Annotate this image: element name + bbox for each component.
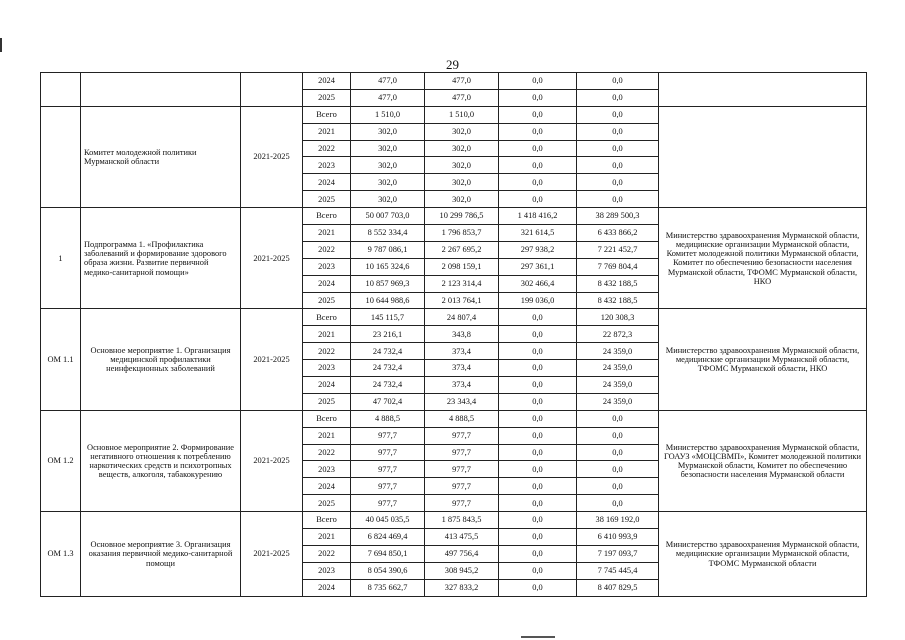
amount-cell: 0,0 [499,478,577,495]
amount-cell: 4 888,5 [425,410,499,427]
amount-cell: 0,0 [577,106,659,123]
section-period: 2021-2025 [241,309,303,410]
amount-cell: 0,0 [577,444,659,461]
amount-cell: 977,7 [425,444,499,461]
year-cell: 2023 [303,258,351,275]
section-period [241,73,303,107]
amount-cell: 413 475,5 [425,529,499,546]
year-cell: 2021 [303,123,351,140]
amount-cell: 0,0 [499,377,577,394]
amount-cell: 0,0 [577,73,659,90]
amount-cell: 0,0 [499,326,577,343]
responsible-executor [659,73,867,107]
amount-cell: 38 169 192,0 [577,512,659,529]
amount-cell: 24 359,0 [577,343,659,360]
section-name: Основное мероприятие 1. Организация медицинской профилактики неинфекционных заболеваний [81,309,241,410]
amount-cell: 0,0 [577,461,659,478]
amount-cell: 8 432 188,5 [577,292,659,309]
year-cell: 2021 [303,529,351,546]
scan-bottom-mark [521,636,555,638]
amount-cell: 4 888,5 [351,410,425,427]
amount-cell: 24 732,4 [351,360,425,377]
amount-cell: 0,0 [499,461,577,478]
amount-cell: 0,0 [577,123,659,140]
amount-cell: 302,0 [351,191,425,208]
amount-cell: 302,0 [351,157,425,174]
year-cell: 2024 [303,275,351,292]
amount-cell: 24 359,0 [577,377,659,394]
scan-edge-mark [0,38,2,52]
amount-cell: 497 756,4 [425,545,499,562]
amount-cell: 9 787 086,1 [351,241,425,258]
amount-cell: 308 945,2 [425,562,499,579]
amount-cell: 24 732,4 [351,377,425,394]
table-row [41,512,867,529]
amount-cell: 38 289 500,3 [577,208,659,225]
year-cell: 2023 [303,562,351,579]
amount-cell: 477,0 [425,89,499,106]
amount-cell: 302,0 [351,174,425,191]
year-cell: 2024 [303,478,351,495]
amount-cell: 977,7 [425,478,499,495]
table-body [41,73,867,597]
amount-cell: 977,7 [425,461,499,478]
year-cell: 2023 [303,157,351,174]
year-cell: Всего [303,106,351,123]
section-period: 2021-2025 [241,208,303,309]
amount-cell: 477,0 [425,73,499,90]
amount-cell: 0,0 [499,529,577,546]
year-cell: 2024 [303,579,351,596]
year-cell: 2022 [303,343,351,360]
amount-cell: 10 644 988,6 [351,292,425,309]
amount-cell: 1 418 416,2 [499,208,577,225]
amount-cell: 2 098 159,1 [425,258,499,275]
amount-cell: 977,7 [425,495,499,512]
amount-cell: 0,0 [499,495,577,512]
amount-cell: 321 614,5 [499,225,577,242]
year-cell: 2021 [303,326,351,343]
section-period: 2021-2025 [241,106,303,207]
amount-cell: 977,7 [351,427,425,444]
responsible-executor: Министерство здравоохранения Мурманской области, медицинские организации Мурманской области, ТФОМС Мурманской области [659,512,867,596]
amount-cell: 1 875 843,5 [425,512,499,529]
amount-cell: 977,7 [351,478,425,495]
budget-table [40,72,867,597]
amount-cell: 8 735 662,7 [351,579,425,596]
amount-cell: 7 694 850,1 [351,545,425,562]
section-number: ОМ 1.3 [41,512,81,596]
amount-cell: 7 769 804,4 [577,258,659,275]
amount-cell: 0,0 [499,427,577,444]
section-name: Основное мероприятие 2. Формирование негативного отношения к потреблению наркотических средств и психотропных веществ, алкоголя, табакокурению [81,410,241,511]
amount-cell: 0,0 [499,191,577,208]
section-number [41,106,81,207]
year-cell: 2024 [303,377,351,394]
year-cell: 2025 [303,292,351,309]
amount-cell: 0,0 [499,393,577,410]
section-period: 2021-2025 [241,410,303,511]
amount-cell: 2 013 764,1 [425,292,499,309]
amount-cell: 0,0 [499,360,577,377]
amount-cell: 0,0 [577,174,659,191]
section-name: Комитет молодежной политики Мурманской области [81,106,241,207]
section-number: ОМ 1.1 [41,309,81,410]
amount-cell: 24 359,0 [577,393,659,410]
section-name: Основное мероприятие 3. Организация оказания первичной медико-санитарной помощи [81,512,241,596]
amount-cell: 373,4 [425,360,499,377]
amount-cell: 7 221 452,7 [577,241,659,258]
responsible-executor [659,106,867,207]
amount-cell: 977,7 [351,495,425,512]
year-cell: 2025 [303,495,351,512]
amount-cell: 477,0 [351,89,425,106]
amount-cell: 0,0 [499,140,577,157]
amount-cell: 302,0 [425,174,499,191]
amount-cell: 120 308,3 [577,309,659,326]
amount-cell: 40 045 035,5 [351,512,425,529]
year-cell: 2025 [303,191,351,208]
amount-cell: 302,0 [425,157,499,174]
amount-cell: 24 732,4 [351,343,425,360]
amount-cell: 0,0 [577,427,659,444]
amount-cell: 0,0 [577,89,659,106]
amount-cell: 302 466,4 [499,275,577,292]
amount-cell: 373,4 [425,343,499,360]
amount-cell: 6 410 993,9 [577,529,659,546]
year-cell: Всего [303,512,351,529]
amount-cell: 50 007 703,0 [351,208,425,225]
amount-cell: 0,0 [577,157,659,174]
section-period: 2021-2025 [241,512,303,596]
year-cell: 2022 [303,545,351,562]
year-cell: 2022 [303,241,351,258]
section-number: 1 [41,208,81,309]
table-row [41,208,867,225]
year-cell: Всего [303,309,351,326]
amount-cell: 10 299 786,5 [425,208,499,225]
amount-cell: 6 433 866,2 [577,225,659,242]
section-number: ОМ 1.2 [41,410,81,511]
year-cell: Всего [303,208,351,225]
amount-cell: 0,0 [577,495,659,512]
amount-cell: 8 054 390,6 [351,562,425,579]
year-cell: 2022 [303,140,351,157]
amount-cell: 297 361,1 [499,258,577,275]
amount-cell: 2 267 695,2 [425,241,499,258]
amount-cell: 8 432 188,5 [577,275,659,292]
amount-cell: 8 552 334,4 [351,225,425,242]
amount-cell: 0,0 [499,562,577,579]
amount-cell: 10 165 324,6 [351,258,425,275]
year-cell: Всего [303,410,351,427]
amount-cell: 1 510,0 [351,106,425,123]
amount-cell: 24 807,4 [425,309,499,326]
year-cell: 2024 [303,174,351,191]
amount-cell: 24 359,0 [577,360,659,377]
table-row [41,73,867,90]
year-cell: 2021 [303,427,351,444]
amount-cell: 7 745 445,4 [577,562,659,579]
amount-cell: 0,0 [577,478,659,495]
amount-cell: 145 115,7 [351,309,425,326]
amount-cell: 2 123 314,4 [425,275,499,292]
amount-cell: 6 824 469,4 [351,529,425,546]
amount-cell: 7 197 093,7 [577,545,659,562]
amount-cell: 10 857 969,3 [351,275,425,292]
amount-cell: 0,0 [499,309,577,326]
amount-cell: 302,0 [425,191,499,208]
amount-cell: 0,0 [499,545,577,562]
section-name: Подпрограмма 1. «Профилактика заболеваний и формирование здорового образа жизни. Развитие первичной медико-санитарной помощи» [81,208,241,309]
amount-cell: 0,0 [577,191,659,208]
responsible-executor: Министерство здравоохранения Мурманской области, ГОАУЗ «МОЦСВМП», Комитет молодежной политики Мурманской области, Комитет по обеспечению безопасности населения Мурманской области [659,410,867,511]
amount-cell: 302,0 [351,123,425,140]
responsible-executor: Министерство здравоохранения Мурманской области, медицинские организации Мурманской области, ТФОМС Мурманской области, НКО [659,309,867,410]
amount-cell: 1 796 853,7 [425,225,499,242]
table-row [41,410,867,427]
year-cell: 2023 [303,360,351,377]
amount-cell: 0,0 [499,157,577,174]
amount-cell: 47 702,4 [351,393,425,410]
amount-cell: 0,0 [499,106,577,123]
amount-cell: 302,0 [425,140,499,157]
amount-cell: 0,0 [499,579,577,596]
amount-cell: 0,0 [577,140,659,157]
amount-cell: 22 872,3 [577,326,659,343]
section-name [81,73,241,107]
amount-cell: 0,0 [499,73,577,90]
page-number: 29 [446,57,459,72]
year-cell: 2024 [303,73,351,90]
amount-cell: 0,0 [499,123,577,140]
amount-cell: 302,0 [425,123,499,140]
amount-cell: 1 510,0 [425,106,499,123]
year-cell: 2025 [303,393,351,410]
responsible-executor: Министерство здравоохранения Мурманской области, медицинские организации Мурманской области, Комитет молодежной политики Мурманской области, Комитет по обеспечению безопасности населения Мурманской области, ТФОМС Мурманской области, НКО [659,208,867,309]
table-row [41,106,867,123]
amount-cell: 199 036,0 [499,292,577,309]
amount-cell: 343,8 [425,326,499,343]
year-cell: 2021 [303,225,351,242]
amount-cell: 23 343,4 [425,393,499,410]
amount-cell: 0,0 [499,174,577,191]
table-row [41,309,867,326]
year-cell: 2022 [303,444,351,461]
amount-cell: 302,0 [351,140,425,157]
amount-cell: 0,0 [499,410,577,427]
amount-cell: 0,0 [499,444,577,461]
year-cell: 2025 [303,89,351,106]
amount-cell: 8 407 829,5 [577,579,659,596]
amount-cell: 23 216,1 [351,326,425,343]
amount-cell: 0,0 [499,512,577,529]
amount-cell: 0,0 [577,410,659,427]
year-cell: 2023 [303,461,351,478]
amount-cell: 477,0 [351,73,425,90]
amount-cell: 297 938,2 [499,241,577,258]
amount-cell: 977,7 [425,427,499,444]
amount-cell: 0,0 [499,343,577,360]
amount-cell: 977,7 [351,444,425,461]
amount-cell: 327 833,2 [425,579,499,596]
section-number [41,73,81,107]
amount-cell: 977,7 [351,461,425,478]
amount-cell: 0,0 [499,89,577,106]
amount-cell: 373,4 [425,377,499,394]
